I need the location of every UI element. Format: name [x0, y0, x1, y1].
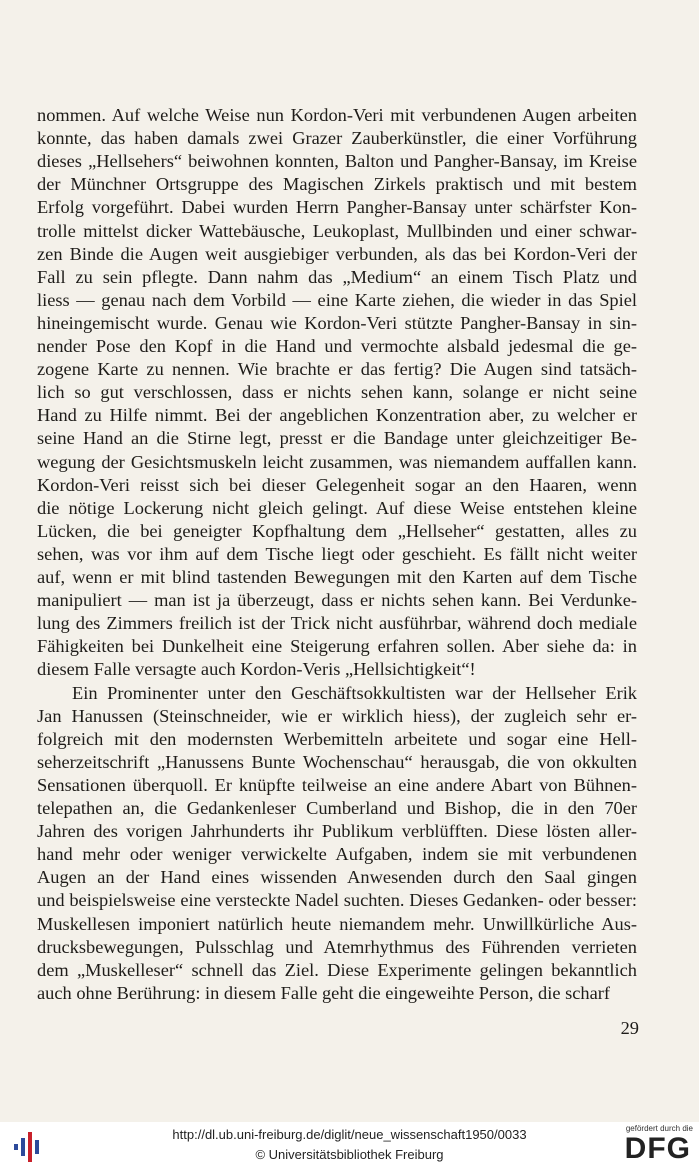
text-line: Hand zu Hilfe nimmt. Bei der angeblichen Konzentration aber, zu welcher er	[37, 405, 637, 426]
copyright-notice: © Universitätsbibliothek Freiburg	[255, 1147, 444, 1162]
text-line: wegung der Gesichtsmuskeln leicht zusammen, was niemandem auffallen kann.	[37, 451, 637, 472]
text-line: Augen an der Hand eines wissenden Anwesenden durch den Saal gingen	[37, 867, 637, 888]
text-line: trolle mittelst dicker Wattebäusche, Leukoplast, Mullbinden und einer schwar-	[37, 220, 637, 241]
text-line: Sensationen überquoll. Er knüpfte teilweise an eine andere Abart von Bühnen-	[37, 774, 637, 795]
text-line: Lücken, die bei geneigter Kopfhaltung dem „Hellseher“ gestatten, alles zu	[37, 520, 637, 541]
text-line: zen Binde die Augen weit ausgiebiger verbunden, als das bei Kordon-Veri der	[37, 243, 637, 264]
text-line: folgreich mit den modernsten Werbemitteln arbeitete und sogar eine Hell-	[37, 728, 637, 749]
text-line: Fall zu sein pflegte. Dann nahm das „Medium“ an einem Tisch Platz und	[37, 266, 637, 287]
text-line: die nötige Lockerung nicht gleich gelingt. Auf diese Weise entstehen kleine	[37, 497, 637, 518]
text-line: seherzeitschrift „Hanussens Bunte Wochenschau“ herausgab, die von okkulten	[37, 751, 637, 772]
text-line: hand mehr oder weniger verwickelte Aufgaben, indem sie mit verbundenen	[37, 844, 637, 865]
text-line: seine Hand an die Stirne legt, presst er die Bandage unter gleichzeitiger Be-	[37, 428, 637, 449]
source-url[interactable]: http://dl.ub.uni-freiburg.de/diglit/neue_wissenschaft1950/0033	[172, 1127, 527, 1142]
text-line: sehen, was vor ihm auf dem Tische liegt oder geschieht. Es fällt nicht weiter	[37, 543, 637, 564]
text-line: diesem Falle versagte auch Kordon-Veris „Hellsichtigkeit“!	[37, 659, 476, 680]
text-line: lung des Zimmers freilich ist der Trick nicht ausführbar, während doch mediale	[37, 613, 637, 634]
text-line: Muskellesen imponiert natürlich heute niemandem mehr. Unwillkürliche Aus-	[37, 913, 637, 934]
page-number: 29	[620, 1018, 639, 1038]
text-line: nommen. Auf welche Weise nun Kordon-Veri mit verbundenen Augen arbeiten	[37, 105, 637, 125]
text-line: lich so gut verschlossen, dass er nichts sehen kann, solange er nicht seine	[37, 382, 637, 403]
text-line: auf, wenn er mit blind tastenden Bewegungen mit den Karten auf dem Tische	[37, 567, 637, 587]
viewer-footer	[0, 1122, 699, 1169]
text-line: und beispielsweise eine versteckte Nadel suchten. Dieses Gedanken- oder besser:	[37, 890, 637, 911]
dfg-logo: DFG	[624, 1132, 691, 1165]
text-line: Jahren des vorigen Jahrhunderts ihr Publikum verblüfften. Diese lösten aller-	[37, 821, 637, 842]
text-line: nender Pose den Kopf in die Hand und vermochte alsbald jedesmal die ge-	[37, 336, 637, 356]
text-line: konnte, das haben damals zwei Grazer Zauberkünstler, die einer Vorführung	[37, 128, 637, 149]
text-line: manipuliert — man ist ja überzeugt, dass er nichts sehen kann. Bei Verdunke-	[37, 590, 637, 611]
text-line: telepathen an, die Gedankenleser Cumberland und Bishop, die in den 70er	[37, 798, 637, 818]
text-line: hineingemischt wurde. Genau wie Kordon-Veri stützte Pangher-Bansay in sin-	[37, 312, 637, 333]
text-line: dieses „Hellsehers“ beiwohnen konnten, Balton und Pangher-Bansay, im Kreise	[37, 151, 637, 172]
dfg-caption: gefördert durch die	[625, 1124, 693, 1133]
text-line: Jan Hanussen (Steinschneider, wie er wirklich hiess), der zugleich sehr er-	[37, 705, 637, 726]
text-line: zogene Karte zu nennen. Wie brachte er das fertig? Die Augen sind tatsäch-	[37, 359, 637, 380]
text-line: auch ohne Berührung: in diesem Falle geht die eingeweihte Person, die scharf	[37, 982, 611, 1003]
text-line: dem „Muskelleser“ schnell das Ziel. Diese Experimente gelingen bekanntlich	[37, 959, 637, 980]
text-line: Fähigkeiten bei Dunkelheit eine Steigerung erfahren sollen. Aber siehe da: in	[37, 636, 637, 657]
text-line: der Münchner Ortsgruppe des Magischen Zirkels praktisch und mit bestem	[37, 174, 637, 195]
text-line: drucksbewegungen, Pulsschlag und Atemrhythmus des Führenden verrieten	[37, 936, 637, 957]
text-line: Kordon-Veri reisst sich bei dieser Gelegenheit sogar an den Haaren, wenn	[37, 474, 637, 495]
text-line: Ein Prominenter unter den Geschäftsokkultisten war der Hellseher Erik	[72, 682, 637, 703]
text-line: liess — genau nach dem Vorbild — eine Karte ziehen, die wieder in das Spiel	[37, 289, 637, 310]
text-line: Erfolg vorgeführt. Dabei wurden Herrn Pangher-Bansay unter schärfster Kon-	[37, 197, 637, 218]
